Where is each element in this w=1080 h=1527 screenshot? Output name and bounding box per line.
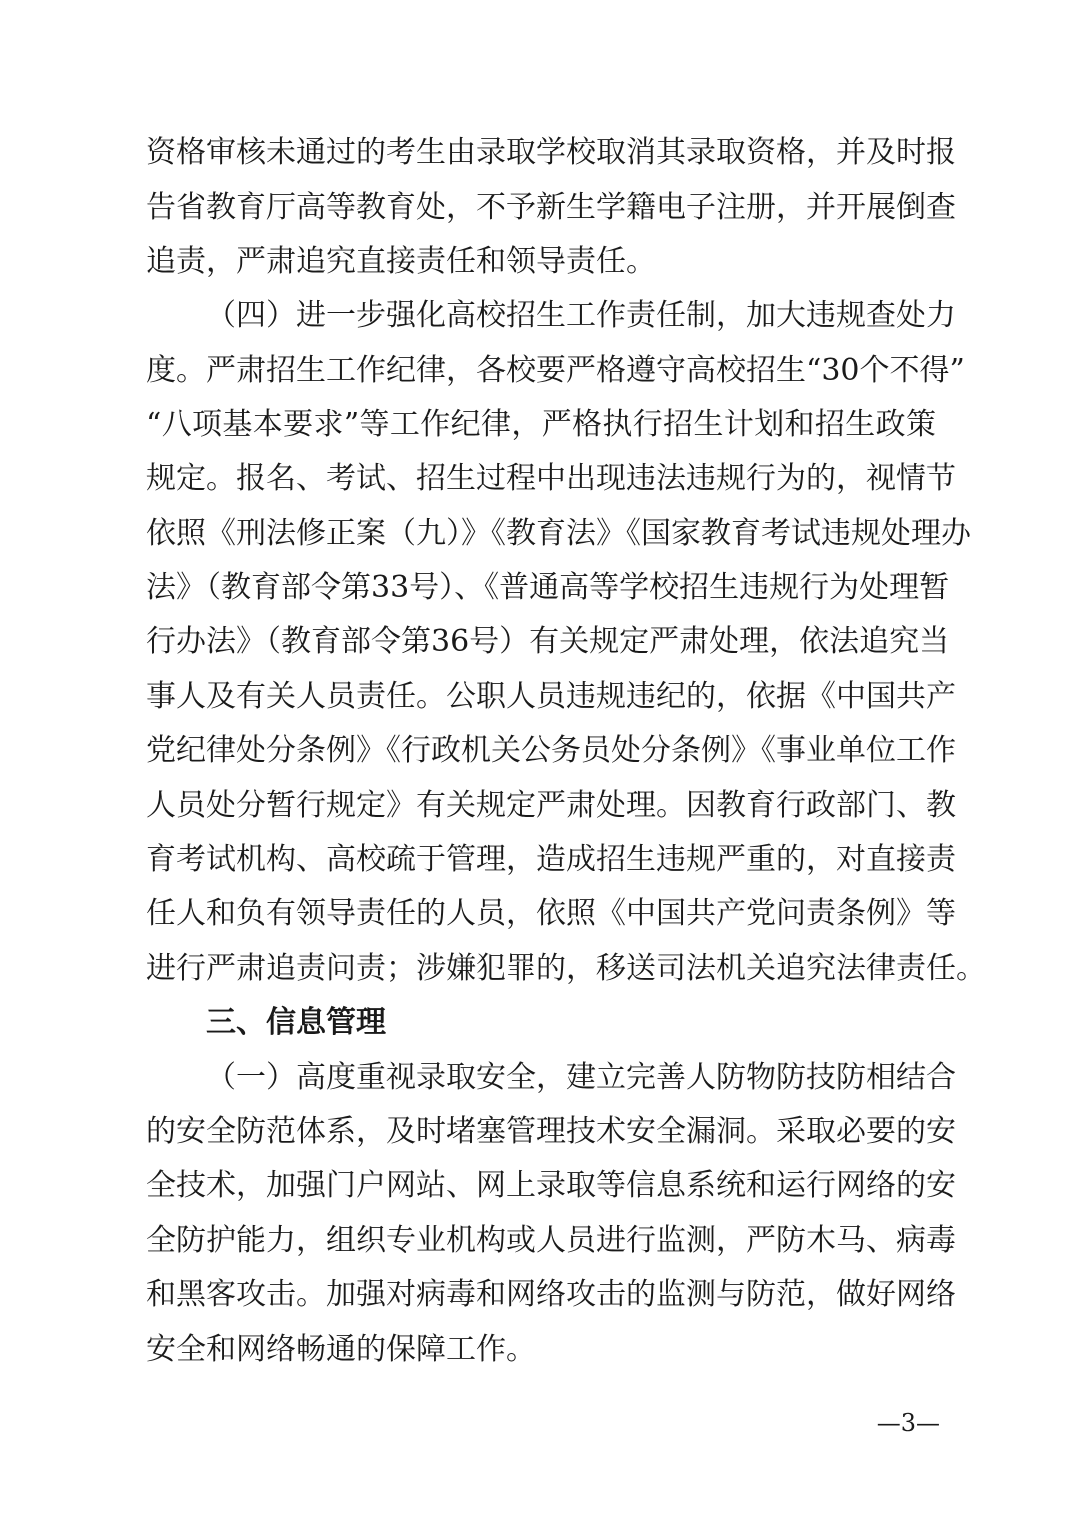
text-line: 全防护能力，组织专业机构或人员进行监测，严防木马、病毒: [146, 1223, 956, 1258]
page-number: —3—: [876, 1409, 940, 1437]
text-line: 依照《刑法修正案（九）》《教育法》《国家教育考试违规处理办: [146, 516, 971, 551]
text-line: 告省教育厅高等教育处，不予新生学籍电子注册，并开展倒查: [146, 190, 956, 225]
text-line: 资格审核未通过的考生由录取学校取消其录取资格，并及时报: [146, 135, 956, 170]
text-line: 安全和网络畅通的保障工作。: [146, 1332, 536, 1367]
text-line: 任人和负有领导责任的人员，依照《中国共产党问责条例》等: [146, 896, 956, 931]
text-line: 行办法》（教育部令第36号）有关规定严肃处理，依法追究当: [146, 624, 950, 659]
paragraph-first-line: （四）进一步强化高校招生工作责任制，加大违规查处力: [206, 298, 956, 333]
text-line: 事人及有关人员责任。公职人员违规违纪的，依据《中国共产: [146, 679, 956, 714]
text-line: 法》（教育部令第33号）、《普通高等学校招生违规行为处理暂: [146, 570, 950, 605]
text-line: 的安全防范体系，及时堵塞管理技术安全漏洞。采取必要的安: [146, 1114, 956, 1149]
text-line: 度。严肃招生工作纪律，各校要严格遵守高校招生“30个不得”: [146, 353, 965, 388]
text-line: 全技术，加强门户网站、网上录取等信息系统和运行网络的安: [146, 1168, 956, 1203]
text-line: 党纪律处分条例》《行政机关公务员处分条例》《事业单位工作: [146, 733, 956, 768]
section-heading: 三、信息管理: [206, 1005, 386, 1040]
text-line: 育考试机构、高校疏于管理，造成招生违规严重的，对直接责: [146, 842, 956, 877]
text-line: 进行严肃追责问责；涉嫌犯罪的，移送司法机关追究法律责任。: [146, 951, 986, 986]
text-line: 人员处分暂行规定》有关规定严肃处理。因教育行政部门、教: [146, 788, 956, 823]
text-line: “八项基本要求”等工作纪律，严格执行招生计划和招生政策: [146, 407, 936, 442]
text-line: 追责，严肃追究直接责任和领导责任。: [146, 244, 656, 279]
paragraph-first-line: （一）高度重视录取安全，建立完善人防物防技防相结合: [206, 1060, 956, 1095]
text-line: 规定。报名、考试、招生过程中出现违法违规行为的，视情节: [146, 461, 956, 496]
text-line: 和黑客攻击。加强对病毒和网络攻击的监测与防范，做好网络: [146, 1277, 956, 1312]
